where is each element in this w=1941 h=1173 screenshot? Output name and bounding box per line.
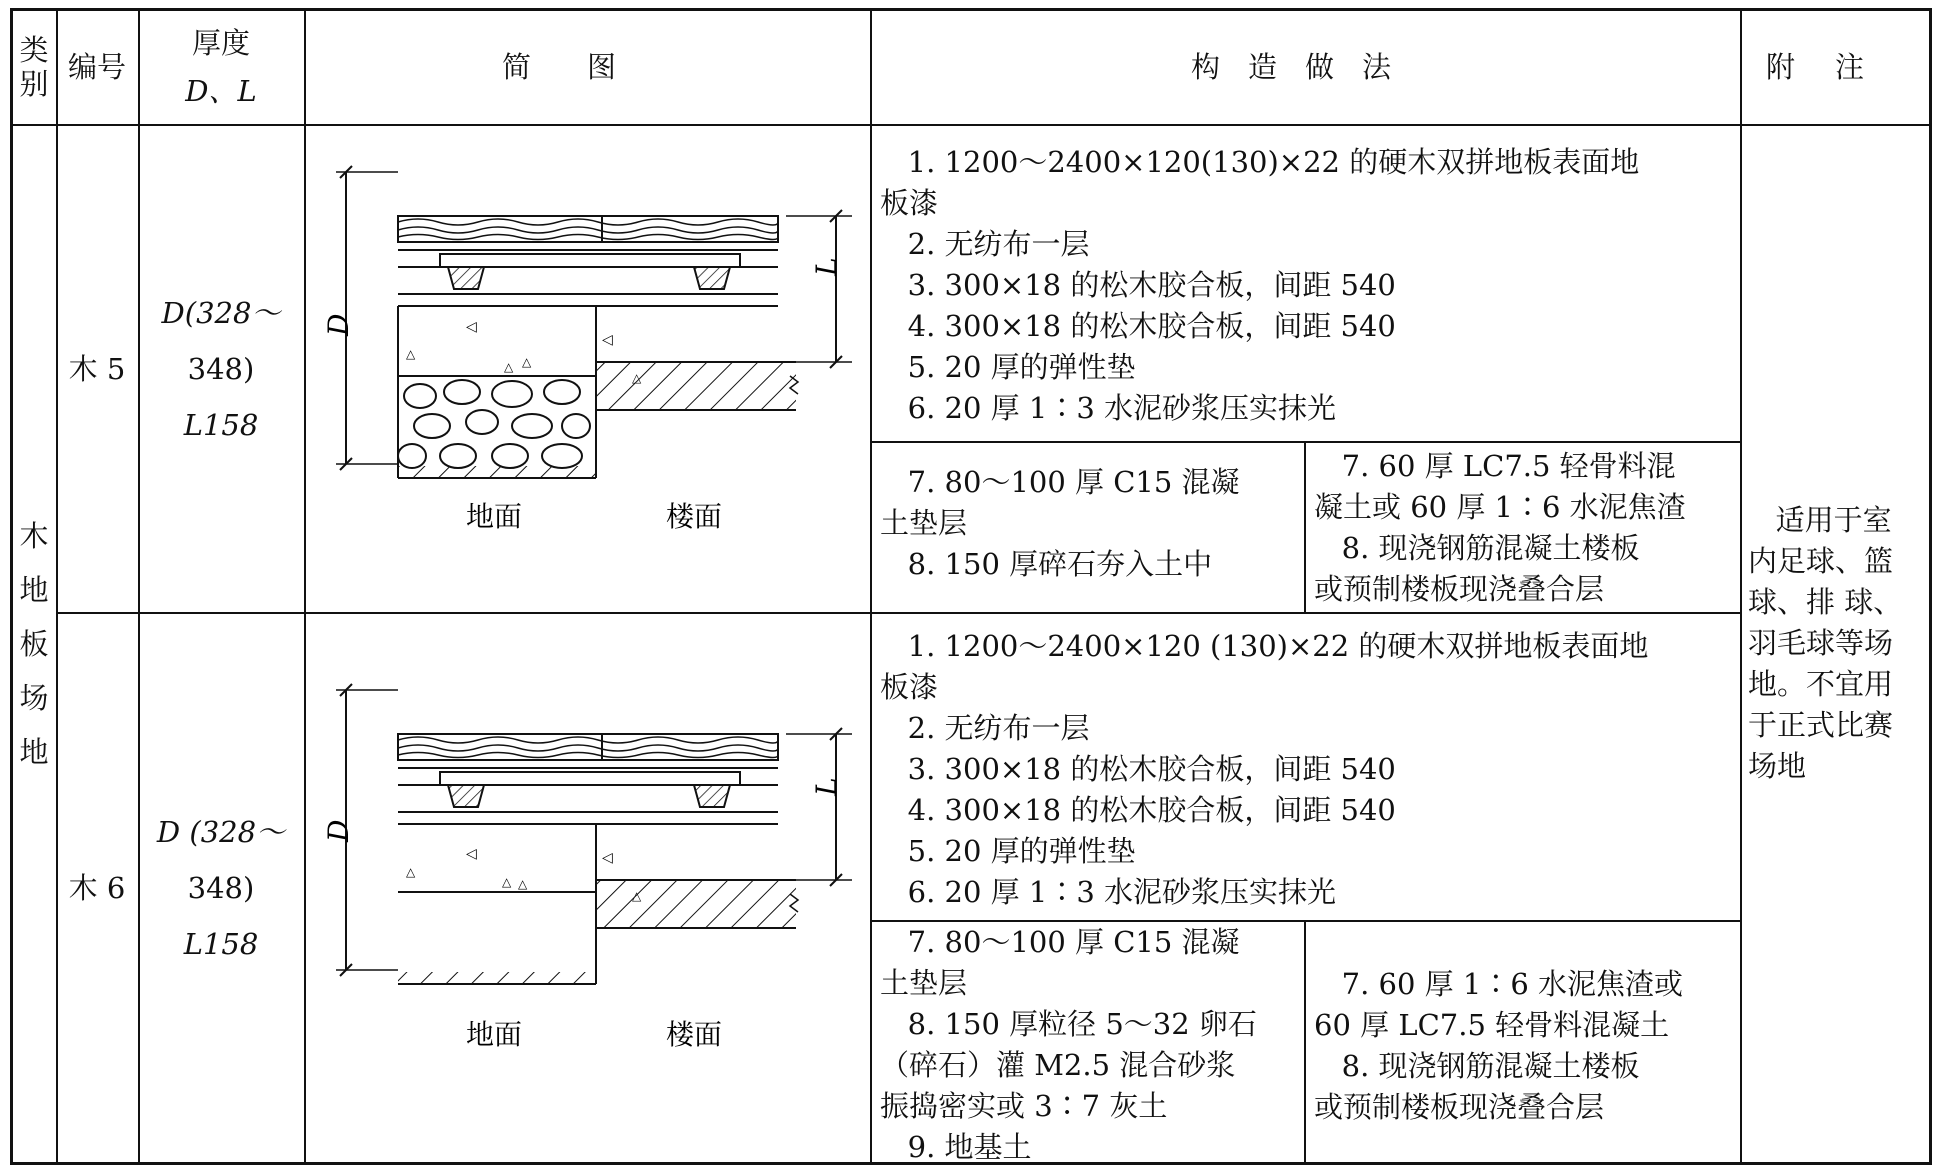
svg-text:◁: ◁ bbox=[602, 332, 613, 348]
row-1-thickness-d: D(328～ bbox=[161, 296, 281, 330]
dimension-d-label: D bbox=[322, 819, 355, 842]
row-2-thickness-d: D (328～ bbox=[156, 815, 286, 849]
sketch-ground-label: 地面 bbox=[466, 500, 523, 533]
svg-text:△: △ bbox=[406, 865, 416, 879]
svg-text:◁: ◁ bbox=[466, 846, 477, 862]
header-note: 附注 bbox=[1765, 49, 1904, 84]
header-code: 编号 bbox=[67, 49, 126, 84]
row-1-method-ground: 7. 80～100 厚 C15 混凝 土垫层 8. 150 厚碎石夯入土中 bbox=[880, 465, 1240, 581]
sketch-floor-label: 楼面 bbox=[666, 1018, 723, 1051]
svg-text:◁: ◁ bbox=[466, 319, 477, 335]
dimension-d-label: D bbox=[322, 313, 355, 336]
dimension-l bbox=[786, 728, 852, 886]
row-1-method-floor: 7. 60 厚 LC7.5 轻骨料混 凝土或 60 厚 1∶6 水泥焦渣 8. 现浇钢筋混凝土楼板 或预制楼板现浇叠合层 bbox=[1314, 449, 1686, 606]
row-2-thickness bbox=[138, 614, 304, 1162]
row-2-method-floor: 7. 60 厚 1∶6 水泥焦渣或 60 厚 LC7.5 轻骨料混凝土 8. 现浇钢筋混凝土楼板 或预制楼板现浇叠合层 bbox=[1314, 967, 1684, 1124]
dimension-l bbox=[786, 210, 852, 368]
category-label bbox=[12, 124, 56, 1164]
row-2-thickness-mid: 348) bbox=[187, 871, 255, 905]
svg-text:△: △ bbox=[632, 889, 642, 903]
row-1-code: 木 5 bbox=[68, 351, 126, 386]
sketch-floor-label: 楼面 bbox=[666, 500, 723, 533]
header-sketch: 简图 bbox=[501, 49, 672, 84]
header-thickness-title: 厚度 bbox=[191, 26, 250, 60]
svg-text:△: △ bbox=[504, 360, 514, 374]
ground-fill bbox=[398, 824, 596, 984]
row-2-method-common: 1. 1200～2400×120 (130)×22 的硬木双拼地板表面地 板漆 2. 无纺布一层 3. 300×18 的松木胶合板，间距 540 4. 300×18 的松木胶合板，间距 540 5. 20 厚的弹性垫 6. 20 厚 1∶3 水泥砂浆压实抹光 bbox=[880, 629, 1649, 909]
category-char: 木 bbox=[19, 519, 49, 553]
svg-text:△: △ bbox=[522, 355, 532, 369]
header-type-char-2: 别 bbox=[19, 67, 49, 101]
wood-floor-layer bbox=[398, 216, 778, 306]
row-2-method-ground: 7. 80～100 厚 C15 混凝 土垫层 8. 150 厚粒径 5～32 卵石 （碎石）灌 M2.5 混合砂浆 振捣密实或 3∶7 灰土 9. 地基土 bbox=[880, 925, 1257, 1164]
category-char: 场 bbox=[19, 681, 49, 715]
svg-text:△: △ bbox=[632, 371, 642, 385]
dimension-l-label: L bbox=[810, 257, 843, 276]
row-2-code: 木 6 bbox=[68, 870, 126, 905]
svg-text:△: △ bbox=[518, 877, 528, 891]
svg-text:△: △ bbox=[406, 347, 416, 361]
header-type-char-1: 类 bbox=[19, 33, 49, 67]
category-char: 板 bbox=[19, 627, 49, 661]
row-1-thickness bbox=[138, 126, 304, 612]
dimension-d bbox=[322, 684, 398, 976]
row-2-section-sketch bbox=[306, 614, 868, 1162]
row-1-method-common: 1. 1200～2400×120(130)×22 的硬木双拼地板表面地 板漆 2. 无纺布一层 3. 300×18 的松木胶合板，间距 540 4. 300×18 的松木胶合板，间距 540 5. 20 厚的弹性垫 6. 20 厚 1∶3 水泥砂浆压实抹光 bbox=[880, 145, 1640, 425]
category-char: 地 bbox=[19, 573, 49, 607]
row-1-thickness-mid: 348) bbox=[187, 352, 255, 386]
note-text: 适用于室 内足球、篮 球、排 球、 羽毛球等场 地。不宜用 于正式比赛 场地 bbox=[1748, 503, 1903, 783]
header-method: 构造做法 bbox=[1190, 49, 1419, 84]
header-thickness bbox=[138, 10, 304, 124]
floor-slab bbox=[596, 332, 798, 410]
wood-floor-layer bbox=[398, 734, 778, 824]
svg-text:◁: ◁ bbox=[602, 850, 613, 866]
category-char: 地 bbox=[19, 735, 49, 769]
header-thickness-symbols: D、L bbox=[185, 74, 257, 108]
dimension-d bbox=[322, 166, 398, 470]
row-2-thickness-l: L158 bbox=[183, 927, 259, 961]
row-1-thickness-l: L158 bbox=[183, 408, 259, 442]
floor-slab bbox=[596, 850, 798, 928]
ground-fill bbox=[398, 306, 596, 478]
header-type bbox=[12, 10, 56, 124]
sketch-ground-label: 地面 bbox=[466, 1018, 523, 1051]
row-1-section-sketch bbox=[306, 126, 868, 612]
svg-text:△: △ bbox=[502, 875, 512, 889]
dimension-l-label: L bbox=[810, 777, 843, 796]
